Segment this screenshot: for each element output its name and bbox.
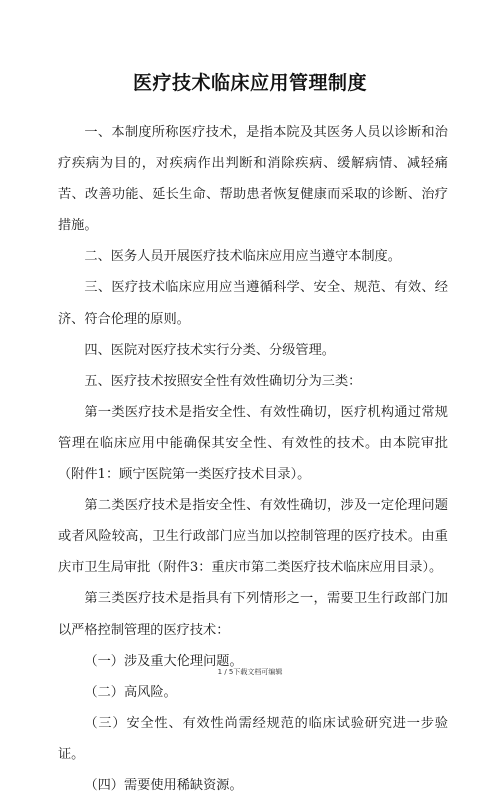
paragraph-principles: 三、医疗技术临床应用应当遵循科学、安全、规范、有效、经济、符合伦理的原则。 xyxy=(58,280,448,327)
paragraph-compliance: 二、医务人员开展医疗技术临床应用应当遵守本制度。 xyxy=(84,249,401,265)
paragraph-classification: 四、医院对医疗技术实行分类、分级管理。 xyxy=(84,342,335,358)
list-item-clinical-trial: （三）安全性、有效性尚需经规范的临床试验研究进一步验证。 xyxy=(58,715,448,762)
list-item-ethics: （一）涉及重大伦理问题。 xyxy=(84,653,243,669)
paragraph-three-categories: 五、医疗技术按照安全性有效性确切分为三类： xyxy=(84,373,362,389)
paragraph-category-three: 第三类医疗技术是指具有下列情形之一，需要卫生行政部门加以严格控制管理的医疗技术： xyxy=(58,591,448,638)
list-item-scarce-resources: （四）需要使用稀缺资源。 xyxy=(84,777,243,793)
paragraph-category-one: 第一类医疗技术是指安全性、有效性确切，医疗机构通过常规管理在临床应用中能确保其安全性、有效性的技术。由本院审批（附件1：顾宁医院第一类医疗技术目录）。 xyxy=(58,404,448,483)
page-footer: 1 / 5下载文档可编辑 xyxy=(217,668,283,676)
document-body xyxy=(58,117,448,801)
list-item-high-risk: （二）高风险。 xyxy=(84,684,177,700)
paragraph-definition: 一、本制度所称医疗技术，是指本院及其医务人员以诊断和治疗疾病为目的，对疾病作出判断和消除疾病、缓解病情、减轻痛苦、改善功能、延长生命、帮助患者恢复健康而采取的诊断、治疗措施。 xyxy=(58,125,448,234)
paragraph-category-two: 第二类医疗技术是指安全性、有效性确切，涉及一定伦理问题或者风险较高，卫生行政部门应当加以控制管理的医疗技术。由重庆市卫生局审批（附件3：重庆市第二类医疗技术临床应用目录）。 xyxy=(58,498,448,576)
document-title: 医疗技术临床应用管理制度 xyxy=(132,72,367,94)
